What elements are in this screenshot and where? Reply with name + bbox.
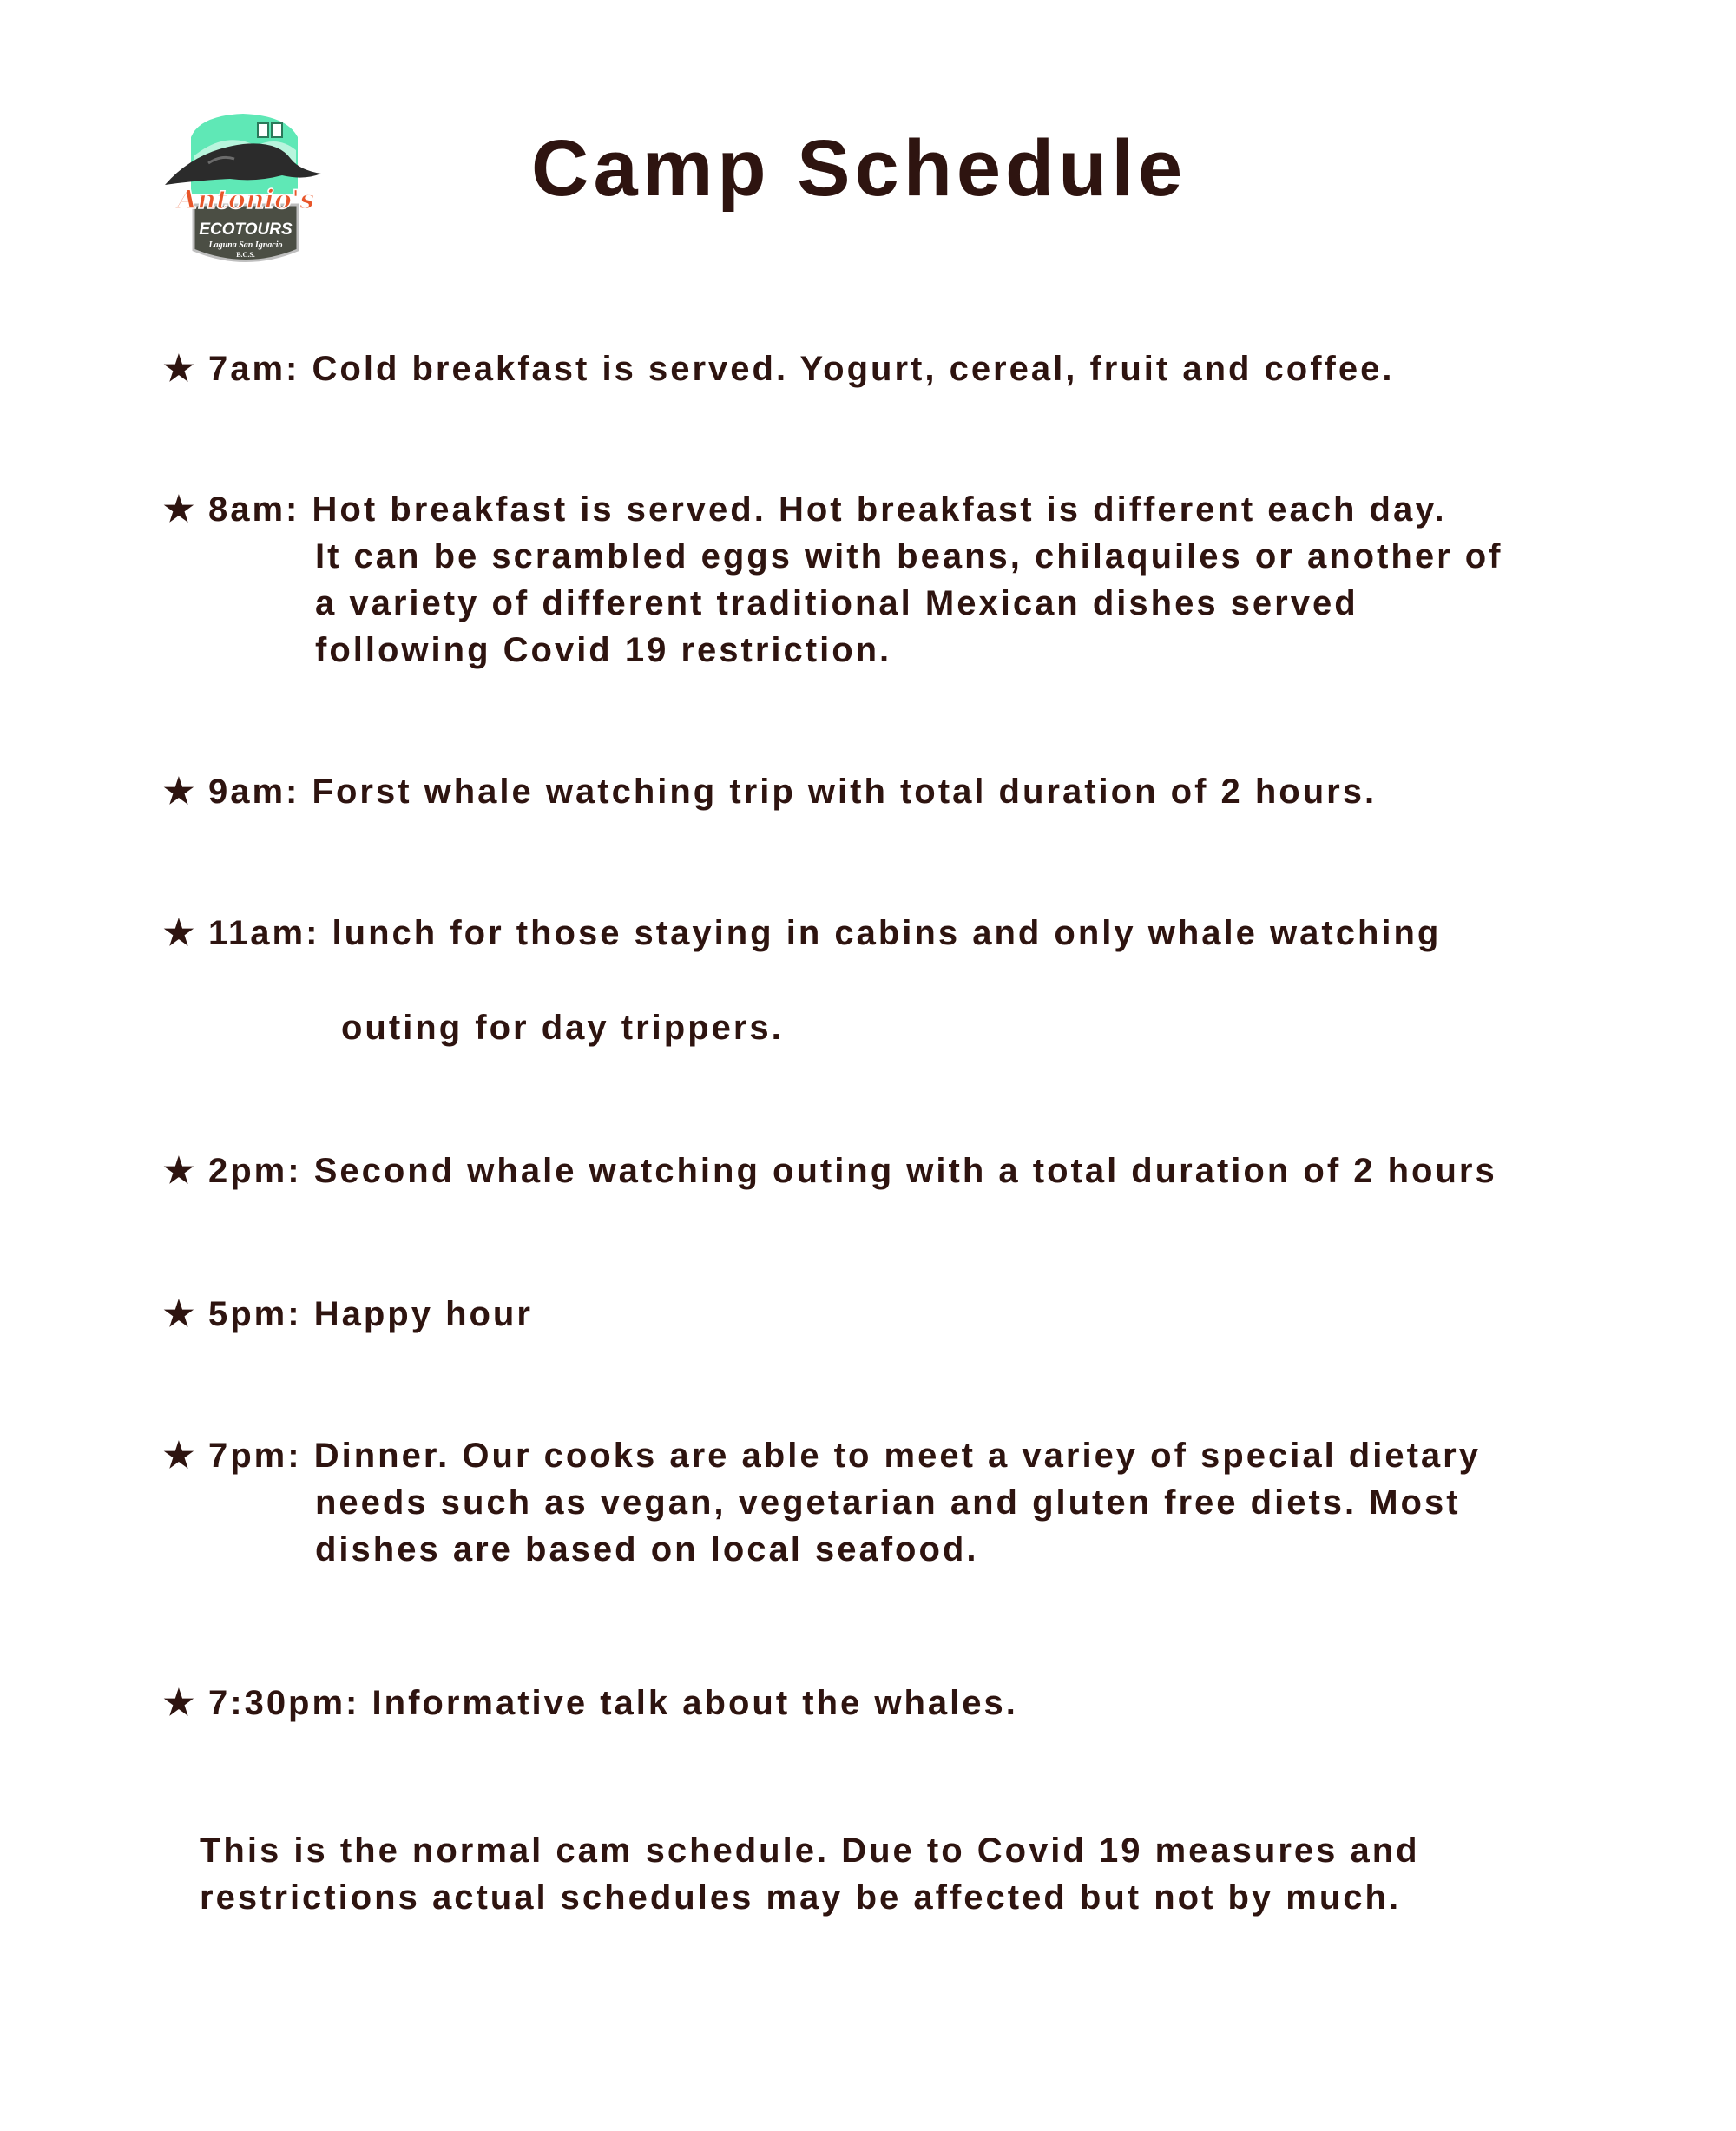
schedule-text: a variety of different traditional Mexican dishes served [315,584,1358,622]
schedule-time: 9am: [208,773,300,811]
star-bullet-icon: ★ [163,1295,197,1333]
star-bullet-icon: ★ [163,1684,197,1722]
logo-building [258,123,268,137]
schedule-time: 2pm: [208,1152,302,1190]
schedule-text: needs such as vegan, vegetarian and gluten free diets. Most [315,1483,1461,1522]
schedule-item-11am [163,910,1441,957]
schedule-time: 11am: [208,914,320,952]
logo-subtitle: Laguna San Ignacio [208,240,283,250]
schedule-item-2pm [163,1148,1497,1194]
star-bullet-icon: ★ [163,1437,197,1475]
schedule-time: 7am: [208,350,300,388]
schedule-item-8am [163,486,1503,674]
schedule-time: 8am: [208,490,300,529]
logo-brand: ECOTOURS [199,220,293,239]
schedule-text: Hot breakfast is served. Hot breakfast is different each day. [312,490,1447,529]
star-bullet-icon: ★ [163,350,197,388]
schedule-time: 5pm: [208,1295,302,1333]
star-bullet-icon: ★ [163,914,197,952]
note-line: This is the normal cam schedule. Due to Covid 19 measures and [200,1832,1420,1870]
schedule-text: following Covid 19 restriction. [315,631,892,669]
schedule-text: Happy hour [313,1295,533,1333]
schedule-item-730pm [163,1680,1018,1727]
antonios-ecotours-logo [161,111,330,272]
star-bullet-icon: ★ [163,773,197,811]
schedule-item-7am [163,345,1394,392]
schedule-text: Forst whale watching trip with total duration of 2 hours. [312,773,1378,811]
schedule-note [200,1827,1420,1921]
schedule-item-7pm [163,1432,1481,1573]
schedule-item-5pm [163,1291,533,1338]
schedule-text: lunch for those staying in cabins and only whale watching [332,914,1442,952]
schedule-text: outing for day trippers. [341,1009,784,1047]
schedule-text: Dinner. Our cooks are able to meet a variey of special dietary [313,1437,1481,1475]
schedule-time: 7:30pm: [208,1684,360,1722]
star-bullet-icon: ★ [163,490,197,529]
star-bullet-icon: ★ [163,1152,197,1190]
schedule-text: dishes are based on local seafood. [315,1530,979,1569]
note-line: restrictions actual schedules may be affected but not by much. [200,1878,1402,1917]
schedule-item-11am-continued [341,1004,784,1051]
logo-name: Antonio's [176,185,315,215]
schedule-text: Second whale watching outing with a total duration of 2 hours [313,1152,1497,1190]
logo-region: B.C.S. [236,251,255,259]
schedule-text: It can be scrambled eggs with beans, chilaquiles or another of [315,537,1503,576]
schedule-text: Informative talk about the whales. [372,1684,1018,1722]
page-title: Camp Schedule [531,124,1187,213]
schedule-time: 7pm: [208,1437,302,1475]
schedule-text: Cold breakfast is served. Yogurt, cereal, fruit and coffee. [312,350,1395,388]
schedule-item-9am [163,768,1377,815]
